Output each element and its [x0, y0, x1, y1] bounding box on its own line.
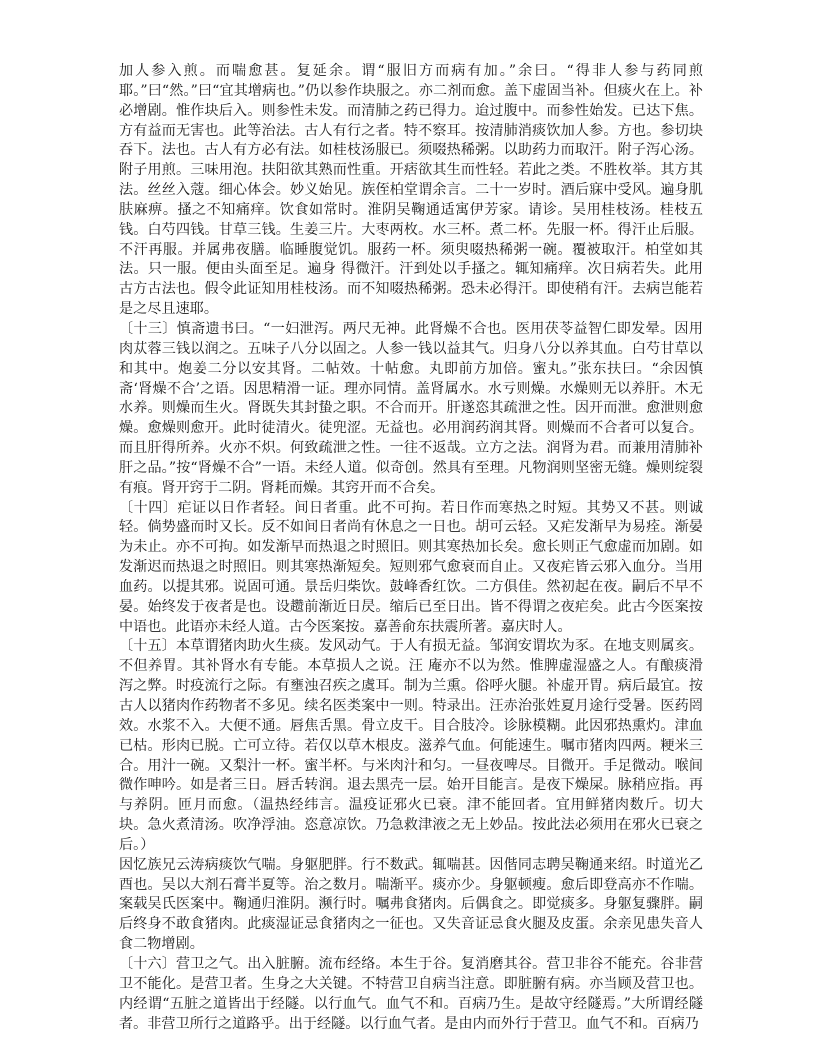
paragraph: 〔十五〕本草谓猪肉助火生痰。发风动气。于人有损无益。邹润安谓坎为豕。在地支则属亥。不但养胃。其补肾水有专能。本草损人之说。汪 庵亦不以为然。惟脾虚湿盛之人。有酿痰滑泻之弊。时疫流行之际。有壅浊召疾之虞耳。制为兰熏。俗呼火腿。补虚开胃。病后最宜。按古人以猪肉作药物者不多见。续名医类案中一则。特录出。汪赤治张姓夏月途行受暑。医药罔效。水浆不入。大便不通。唇焦舌黑。骨立皮干。目合肢冷。诊脉模糊。此因邪热熏灼。津血已枯。形肉已脱。亡可立待。若仅以草木根皮。滋养气血。何能速生。嘱市猪肉四两。粳米三合。用汁一碗。又梨汁一杯。蜜半杯。与米肉汁和匀。一昼夜啤尽。目微开。手足微动。喉间微作呻吟。如是者三日。唇舌转润。退去黑壳一层。始开目能言。是夜下燥屎。脉稍应指。再与养阴。匝月而愈。（温热经纬言。温疫证邪火已衰。津不能回者。宜用鲜猪肉数斤。切大块。急火煮清汤。吹净浮油。恣意凉饮。乃急救津液之无上妙品。按此法必须用在邪火已衰之后。）: [119, 638, 703, 853]
paragraph: 〔十三〕慎斋遗书曰。“一妇泄泻。两尺无神。此肾燥不合也。医用茯苓益智仁即发晕。因用肉苁蓉三钱以润之。五味子八分以固之。人参一钱以益其气。归身八分以养其血。白芍甘草以和其中。炮姜二分以安其肾。二帖效。十帖愈。丸即前方加倍。蜜丸。”张东扶曰。“余因慎斋‘肾燥不合’之语。因思精滑一证。理亦同情。盖肾属水。水亏则燥。水燥则无以养肝。木无水养。则燥而生火。肾既失其封蛰之职。不合而开。肝遂恣其疏泄之性。因开而泄。愈泄则愈燥。愈燥则愈开。此时徒清火。徒兜涩。无益也。必用润药润其肾。则燥而不合者可以复合。而且肝得所养。火亦不炽。何致疏泄之性。一往不返哉。立方之法。润肾为君。而兼用清肺补肝之品。”按“肾燥不合”一语。未经人道。似奇创。然具有至理。凡物润则坚密无缝。燥则绽裂有痕。肾开窍于二阴。肾耗而燥。其窍开而不合矣。: [119, 320, 703, 496]
paragraph: 加人参入煎。而喘愈甚。复延余。谓“服旧方而病有加。”余曰。“得非人参与药同煎耶。”曰“然。”曰“宜其增病也。”仍以参作块服之。亦二剂而愈。盖下虚固当补。但痰火在上。补必增剧。惟作块后入。则参性未发。而清肺之药已得力。迨过腹中。而参性始发。已达下焦。方有益而无害也。此等治法。古人有行之者。特不察耳。按清肺消痰饮加人参。方也。参切块吞下。法也。古人有方必有法。如桂枝汤服已。须啜热稀粥。以助药力而取汗。附子泻心汤。附子用煎。三味用泡。扶阳欲其熟而性重。开痞欲其生而性轻。若此之类。不胜枚举。其方其法。丝丝入蔻。细心体会。妙义始见。族侄柏堂谓余言。二十一岁时。酒后寐中受风。遍身肌肤麻痹。搔之不知痛痒。饮食如常时。淮阴吴鞠通适寓伊芳家。请诊。吴用桂枝汤。桂枝五钱。白芍四钱。甘草三钱。生姜三片。大枣两枚。水三杯。煮二杯。先服一杯。得汗止后服。不汗再服。并属弗夜膳。临睡腹觉饥。服药一杯。须臾啜热稀粥一碗。覆被取汗。柏堂如其法。只一服。便由头面至足。遍身 得微汗。汗到处以手搔之。辄知痛痒。次日病若失。此用古方古法也。假令此证知用桂枝汤。而不知啜热稀粥。恐未必得汗。即使稍有汗。去病岂能若是之尽且速耶。: [119, 63, 703, 318]
paragraph: 〔十六〕营卫之气。出入脏腑。流布经络。本生于谷。复消磨其谷。营卫非谷不能充。谷非营卫不能化。是营卫者。生身之大关键。不特营卫自病当注意。即脏腑有病。亦当顾及营卫也。内经谓“五脏之道皆出于经隧。以行血气。血气不和。百病乃生。是故守经隧焉。”大所谓经隧者。非营卫所行之道路乎。出于经隧。以行血气者。是由内而外行于营卫。血气不和。百病乃: [119, 955, 703, 1032]
document-body: [119, 62, 703, 1034]
paragraph: 因忆族兄云涛病痰饮气喘。身躯肥胖。行不数武。辄喘甚。因偕同志聘吴鞠通来绍。时道光乙酉也。吴以大剂石膏半夏等。治之数月。喘渐平。痰亦少。身躯顿瘦。愈后即登高亦不作喘。案载吴氏医案中。鞠通归淮阴。濒行时。嘱弗食猪肉。后偶食之。即觉痰多。身躯复骤胖。嗣后终身不敢食猪肉。此痰湿证忌食猪肉之一征也。又失音证忌食火腿及皮蛋。余亲见患失音人食二物增剧。: [119, 856, 703, 953]
paragraph: 〔十四〕疟证以日作者轻。间日者重。此不可拘。若日作而寒热之时短。其势又不甚。则诚轻。倘势盛而时又长。反不如间日者尚有休息之一日也。胡可云轻。又疟发渐早为易痊。渐晏为未止。亦不可拘。如发渐早而热退之时照旧。则其寒热加长矣。愈长则正气愈虚而加剧。如发渐迟而热退之时照旧。则其寒热渐短矣。短则邪气愈衰而自止。又夜疟皆云邪入血分。当用血药。以提其邪。说固可通。景岳归柴饮。鼓峰香红饮。二方俱佳。然初起在夜。嗣后不早不晏。始终发于夜者是也。设趱前渐近日昃。缩后已至日出。皆不得谓之夜疟矣。此古今医案按中语也。此语亦未经人道。古今医案按。嘉善俞东扶震所著。嘉庆时人。: [119, 499, 703, 635]
